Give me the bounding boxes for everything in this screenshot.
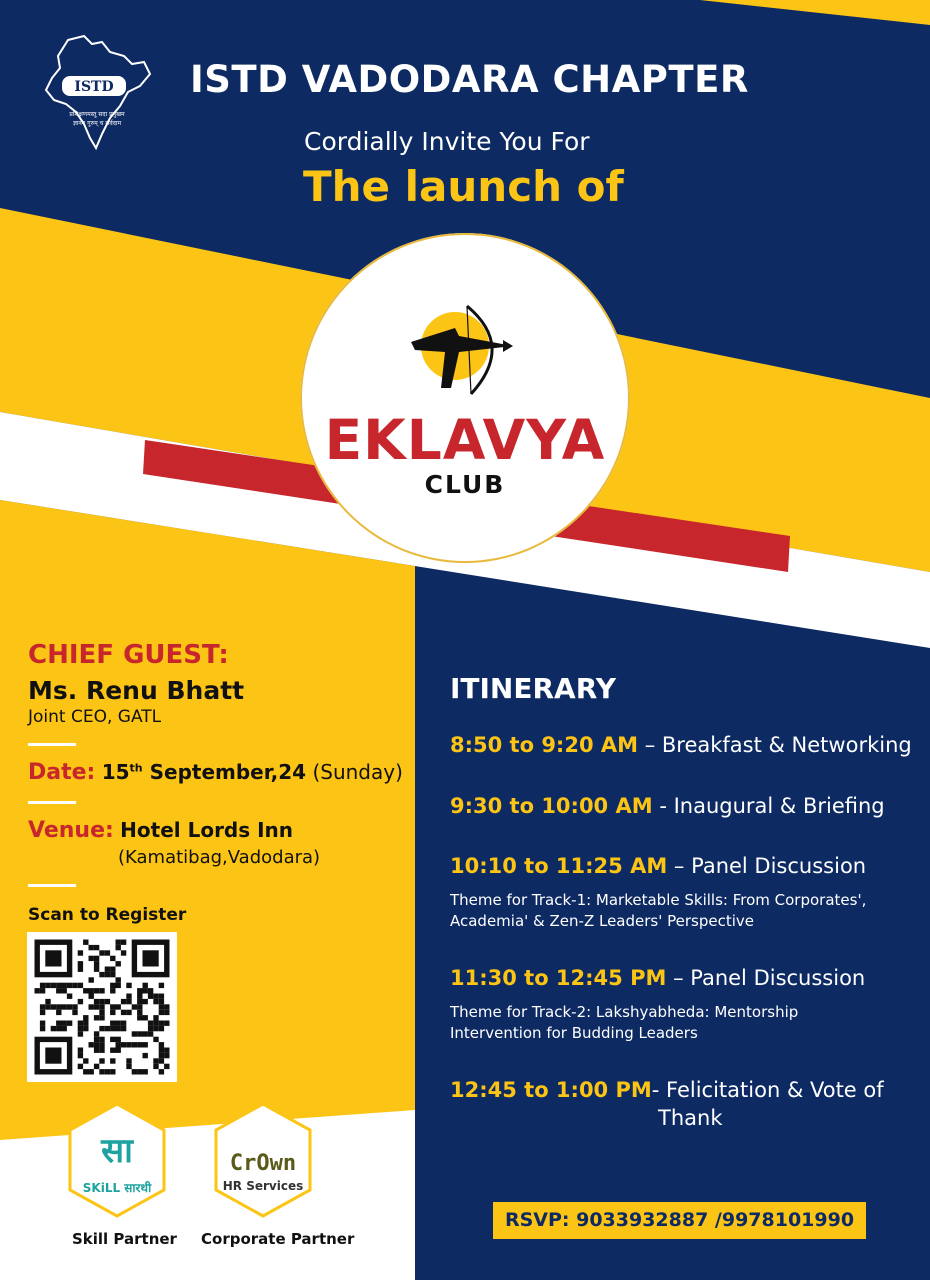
emblem-text: ISTD: [74, 79, 114, 95]
itinerary-desc: - Felicitation & Vote of: [651, 1078, 884, 1102]
venue-area: (Kamatibag,Vadodara): [118, 847, 321, 868]
date-label: Date:: [28, 760, 96, 785]
club-logo-circle: [300, 233, 630, 563]
divider: [28, 884, 76, 887]
itinerary-theme: [450, 1002, 910, 1044]
venue-name: Hotel Lords Inn: [120, 818, 294, 842]
itinerary-time: 12:45 to 1:00 PM: [450, 1078, 652, 1102]
emblem-motto-2: ज्ञानम् गुरुम् च सर्वदाम: [72, 120, 122, 127]
theme-line: Theme for Track-1: Marketable Skills: From Corporates',: [450, 891, 867, 909]
itinerary-item: [450, 854, 866, 878]
theme-line: Theme for Track-2: Lakshyabheda: Mentorship: [450, 1003, 799, 1021]
istd-emblem-icon: [40, 34, 155, 154]
divider: [28, 801, 76, 804]
skill-saarthi-logo-icon: [62, 1100, 172, 1220]
skill-partner-label: Skill Partner: [72, 1230, 177, 1248]
crown-badge-name: HR Services: [222, 1179, 304, 1193]
archer-icon: [405, 298, 525, 398]
event-details: [28, 640, 403, 925]
itinerary-time: 10:10 to 11:25 AM: [450, 854, 668, 878]
itinerary-item: [450, 733, 912, 757]
date-rest: September,24: [142, 760, 307, 784]
qr-code-icon[interactable]: [27, 932, 177, 1082]
date-weekday: (Sunday): [306, 760, 403, 784]
corporate-partner-label: Corporate Partner: [201, 1230, 355, 1248]
divider: [28, 743, 76, 746]
rsvp-box: RSVP: 9033932887 /9978101990: [493, 1202, 866, 1239]
scan-label: Scan to Register: [28, 905, 187, 925]
club-name: EKLAVYA: [324, 408, 606, 472]
itinerary-time: 8:50 to 9:20 AM: [450, 733, 639, 757]
itinerary-desc-continued: Thank: [658, 1106, 723, 1130]
venue-line: [28, 818, 398, 843]
emblem-motto-1: प्रशिक्षणमस्तु सदा प्रमुखम: [69, 111, 125, 118]
itinerary-time: 9:30 to 10:00 AM: [450, 794, 653, 818]
chief-guest-role: Joint CEO, GATL: [28, 707, 162, 727]
date-day: 15: [101, 760, 130, 784]
itinerary-desc: - Inaugural & Briefing: [652, 794, 885, 818]
theme-line: Intervention for Budding Leaders: [450, 1024, 698, 1042]
invite-line: Cordially Invite You For: [304, 127, 590, 156]
date-line: [28, 760, 403, 785]
theme-line: Academia' & Zen-Z Leaders' Perspective: [450, 912, 754, 930]
chief-guest-name: Ms. Renu Bhatt: [28, 676, 245, 705]
date-suffix: th: [129, 761, 143, 775]
skill-badge-name: SKiLL सारथी: [82, 1181, 152, 1195]
crown-badge-mark: CrOwn: [229, 1151, 297, 1176]
itinerary-title: ITINERARY: [450, 672, 617, 705]
itinerary-desc: – Panel Discussion: [666, 966, 866, 990]
club-subtitle: CLUB: [424, 470, 506, 499]
skill-badge-mark: सा: [101, 1131, 133, 1171]
itinerary-time: 11:30 to 12:45 PM: [450, 966, 667, 990]
crown-hr-logo-icon: [208, 1100, 318, 1220]
itinerary-desc: – Panel Discussion: [667, 854, 867, 878]
itinerary-item: [450, 794, 885, 818]
itinerary-item: [450, 1078, 884, 1102]
chief-guest-label: CHIEF GUEST:: [28, 640, 229, 670]
itinerary-desc: – Breakfast & Networking: [638, 733, 912, 757]
launch-line: The launch of: [303, 162, 624, 211]
itinerary-theme: [450, 890, 910, 932]
organization-title: ISTD VADODARA CHAPTER: [190, 58, 749, 101]
venue-label: Venue:: [28, 818, 114, 843]
itinerary-item: [450, 966, 865, 990]
